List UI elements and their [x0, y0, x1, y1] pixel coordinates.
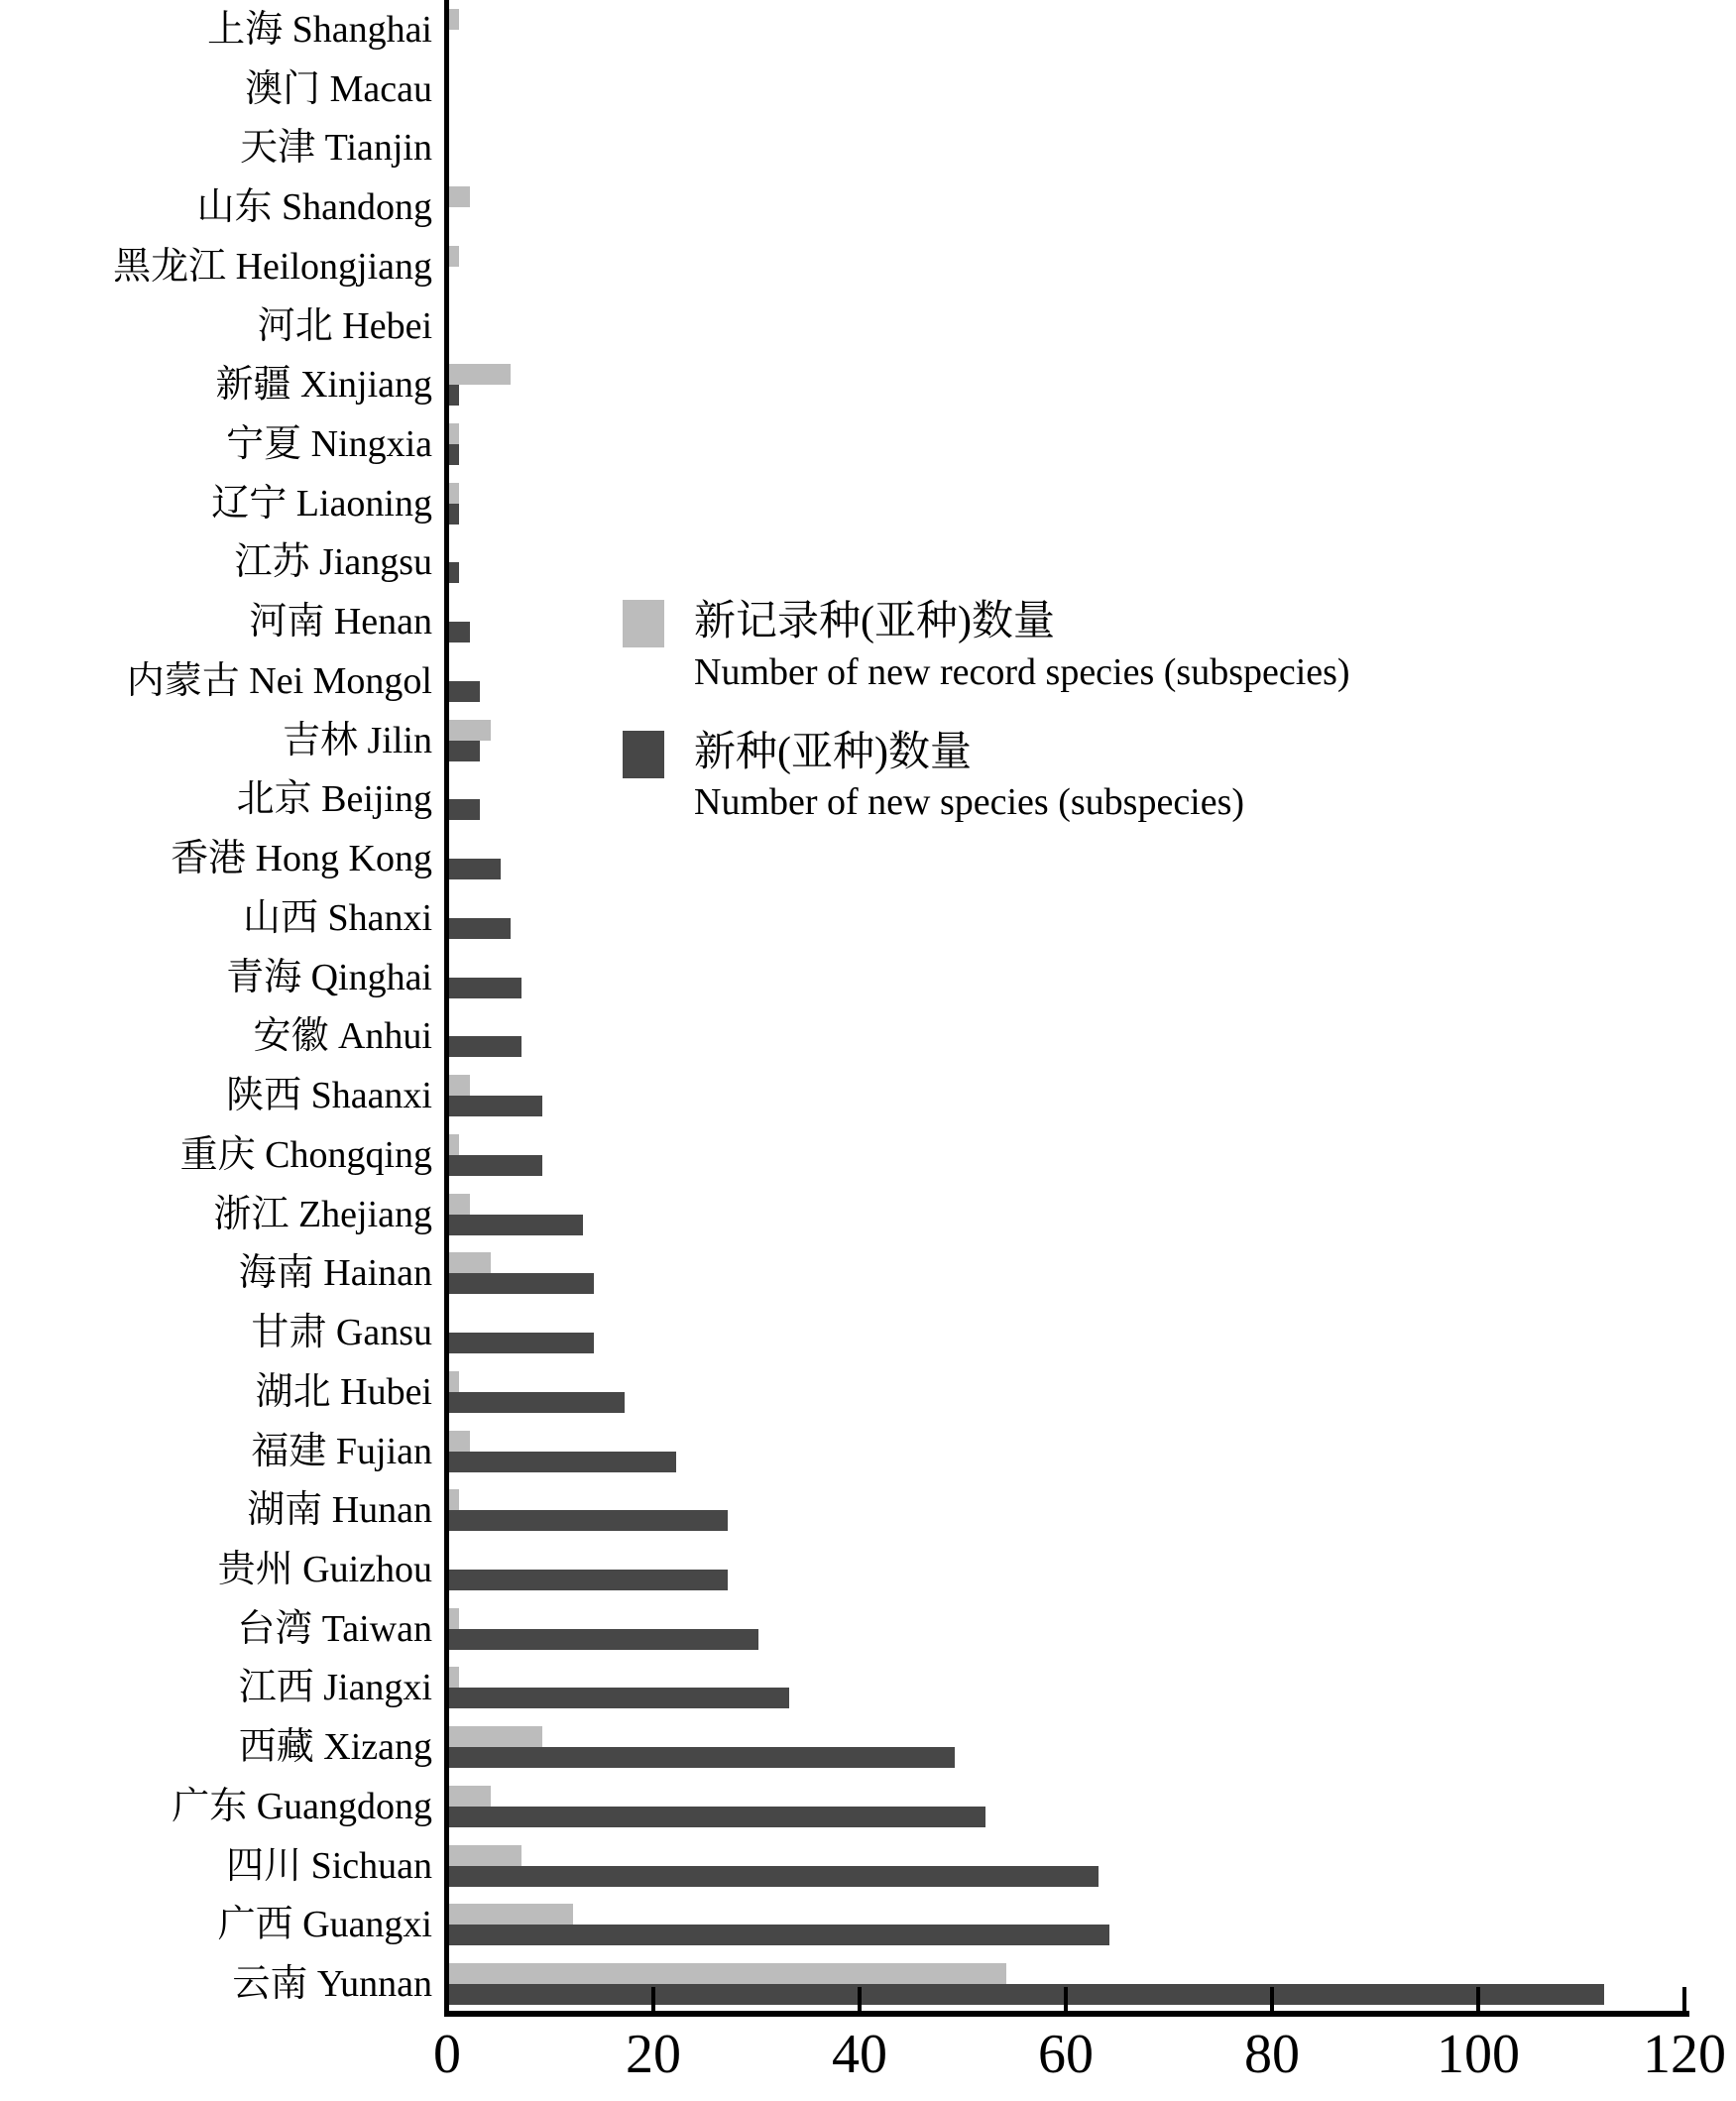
x-axis-tick [651, 1987, 655, 2013]
category-label: 香港 Hong Kong [171, 838, 432, 880]
category-label: 广东 Guangdong [172, 1785, 432, 1827]
category-label: 湖北 Hubei [255, 1370, 432, 1413]
bar-new-record [449, 1489, 459, 1510]
bar-new-record [449, 423, 459, 444]
bar-new-species [449, 1096, 542, 1116]
bar-new-record [449, 1371, 459, 1392]
x-tick-label: 80 [1244, 2024, 1300, 2085]
category-label: 山西 Shanxi [242, 896, 432, 939]
category-label: 台湾 Taiwan [237, 1607, 432, 1650]
legend-text-new-record [694, 596, 1350, 697]
category-label: 天津 Tianjin [240, 127, 432, 170]
category-label: 吉林 Jilin [283, 719, 432, 761]
bar-new-record [449, 9, 459, 30]
bar-new-record [449, 1252, 491, 1273]
category-label: 重庆 Chongqing [179, 1133, 432, 1176]
category-label: 甘肃 Gansu [251, 1312, 432, 1354]
bar-new-species [449, 385, 459, 406]
bar-new-species [449, 562, 459, 583]
category-label: 辽宁 Liaoning [211, 482, 432, 525]
bar-new-species [449, 1807, 985, 1827]
bar-new-species [449, 444, 459, 465]
bar-new-species [449, 1452, 676, 1472]
category-label: 海南 Hainan [238, 1252, 432, 1295]
category-label: 澳门 Macau [245, 67, 432, 110]
category-label: 河北 Hebei [257, 304, 432, 347]
bar-new-record [449, 483, 459, 504]
category-label: 上海 Shanghai [207, 8, 432, 51]
x-axis-tick [1476, 1987, 1480, 2013]
bar-new-species [449, 859, 501, 879]
bar-new-species [449, 681, 480, 702]
bar-new-species [449, 978, 521, 998]
bar-new-record [449, 1075, 470, 1096]
bar-new-species [449, 1333, 594, 1353]
bar-new-species [449, 1155, 542, 1176]
bar-new-record [449, 1726, 542, 1747]
category-label: 新疆 Xinjiang [215, 364, 432, 407]
category-label: 西藏 Xizang [238, 1726, 432, 1769]
legend-item-new-species [623, 727, 1350, 828]
x-tick-label: 60 [1038, 2024, 1094, 2085]
legend-label-new-species-cn: 新种(亚种)数量 [694, 729, 972, 775]
y-axis-line [444, 0, 449, 2016]
bar-new-record [449, 1431, 470, 1452]
bar-new-species [449, 1629, 758, 1650]
bar-new-record [449, 246, 459, 267]
bar-new-species [449, 1570, 728, 1590]
bar-new-species [449, 504, 459, 525]
bar-new-species [449, 1392, 625, 1413]
bar-new-record [449, 1194, 470, 1215]
bar-new-species [449, 1273, 594, 1294]
x-tick-label: 40 [832, 2024, 887, 2085]
category-label: 福建 Fujian [251, 1430, 432, 1472]
category-label: 山东 Shandong [196, 186, 432, 229]
bar-new-species [449, 1036, 521, 1057]
category-label: 陕西 Shaanxi [226, 1075, 432, 1117]
category-label: 湖南 Hunan [247, 1489, 432, 1532]
bar-new-record [449, 1667, 459, 1688]
category-label: 黑龙江 Heilongjiang [113, 245, 432, 288]
legend-label-new-record-en: Number of new record species (subspecies) [694, 650, 1350, 693]
category-label: 北京 Beijing [236, 778, 432, 821]
bar-new-record [449, 1845, 521, 1866]
x-axis-tick [1064, 1987, 1068, 2013]
bar-new-species [449, 622, 470, 642]
bar-new-record [449, 186, 470, 207]
x-axis-tick [858, 1987, 862, 2013]
x-tick-label: 20 [626, 2024, 681, 2085]
category-label: 江苏 Jiangsu [234, 541, 432, 584]
bar-new-species [449, 741, 480, 761]
bar-new-record [449, 720, 491, 741]
x-tick-label: 120 [1643, 2024, 1726, 2085]
category-label: 江西 Jiangxi [238, 1667, 432, 1709]
bar-new-species [449, 1215, 583, 1235]
x-tick-label: 0 [433, 2024, 461, 2085]
bar-new-species [449, 1688, 789, 1708]
category-label: 云南 Yunnan [232, 1963, 432, 2006]
bar-new-record [449, 1963, 1006, 1984]
bar-new-species [449, 918, 511, 939]
bar-new-species [449, 1747, 955, 1768]
bar-new-record [449, 1134, 459, 1155]
category-label: 安徽 Anhui [253, 1015, 432, 1058]
bar-new-record [449, 1904, 573, 1925]
legend-swatch-new-record-icon [623, 600, 664, 647]
legend [623, 596, 1350, 858]
bar-new-species [449, 1984, 1604, 2005]
category-label: 广西 Guangxi [217, 1904, 432, 1946]
legend-label-new-record-cn: 新记录种(亚种)数量 [694, 599, 1055, 644]
bar-new-record [449, 364, 511, 385]
category-label: 贵州 Guizhou [217, 1548, 432, 1590]
bar-new-species [449, 1510, 728, 1531]
x-tick-label: 100 [1437, 2024, 1520, 2085]
category-label: 内蒙古 Nei Mongol [126, 659, 432, 702]
legend-label-new-species-en: Number of new species (subspecies) [694, 781, 1245, 824]
bar-new-species [449, 1866, 1099, 1887]
x-axis-tick [1270, 1987, 1274, 2013]
legend-item-new-record [623, 596, 1350, 697]
category-label: 宁夏 Ningxia [226, 423, 432, 465]
legend-text-new-species [694, 727, 1244, 828]
category-label: 河南 Henan [249, 601, 432, 643]
bar-new-species [449, 799, 480, 820]
bar-new-record [449, 1786, 491, 1807]
category-label: 青海 Qinghai [226, 956, 432, 998]
category-label: 四川 Sichuan [226, 1844, 432, 1887]
bar-new-species [449, 1925, 1109, 1945]
bar-new-record [449, 1608, 459, 1629]
legend-swatch-new-species-icon [623, 731, 664, 778]
x-axis-tick [1682, 1987, 1686, 2013]
category-label: 浙江 Zhejiang [213, 1193, 432, 1235]
